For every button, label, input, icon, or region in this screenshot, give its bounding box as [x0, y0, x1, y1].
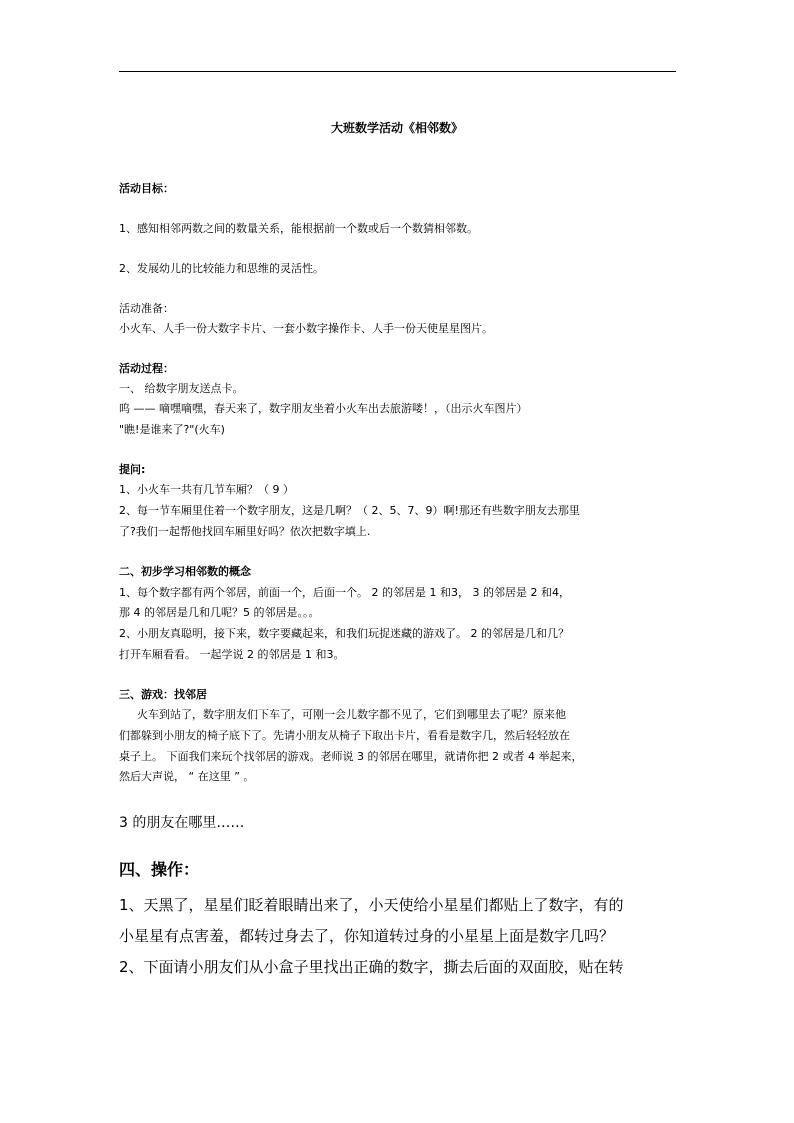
- section2-line: 那 4 的邻居是几和几呢？5 的邻居是。。。: [119, 606, 320, 619]
- prep-text: 小火车、人手一份大数字卡片、一套小数字操作卡、人手一份天使星星图片。: [119, 322, 493, 335]
- goal-item: 1、感知相邻两数之间的数量关系，能根据前一个数或后一个数猜相邻数。: [119, 222, 478, 235]
- process-line: "瞧!是谁来了?"(火车): [119, 423, 225, 436]
- section3-line: 火车到站了，数字朋友们下车了，可刚一会儿数字都不见了，它们到哪里去了呢？原来他: [137, 708, 566, 721]
- header-rule: [119, 71, 676, 72]
- section2-line: 打开车厢看看。 一起学说 2 的邻居是 1 和3。: [119, 648, 345, 661]
- section4-line: 1、天黑了，星星们眨着眼睛出来了，小天使给小星星们都贴上了数字，有的: [119, 896, 624, 914]
- section3-line: 们都躲到小朋友的椅子底下了。先请小朋友从椅子下取出卡片，看看是数字几，然后轻轻放在: [119, 729, 570, 742]
- process-line: 呜 —— 嘀嘿嘀嘿，春天来了，数字朋友坐着小火车出去旅游喽！，（出示火车图片）: [119, 402, 528, 415]
- goal-item: 2、发展幼儿的比较能力和思维的灵活性。: [119, 262, 324, 275]
- section3-line: 桌子上。 下面我们来玩个找邻居的游戏。老师说 3 的邻居在哪里，就请你把 2 或者 4 举起来，: [119, 750, 583, 763]
- page-title: 大班数学活动《相邻数》: [330, 121, 463, 135]
- section3-heading: 三、游戏：找邻居: [119, 688, 207, 701]
- questions-heading: 提问:: [119, 463, 146, 476]
- goals-heading: 活动目标：: [119, 182, 174, 195]
- section4-line: 2、下面请小朋友们从小盒子里找出正确的数字，撕去后面的双面胶，贴在转: [119, 958, 624, 976]
- prep-heading: 活动准备：: [119, 302, 174, 315]
- question-item: 2、每一节车厢里住着一个数字朋友，这是几啊？（ 2、5、7、9）啊!那还有些数字朋友去那里: [119, 504, 580, 517]
- process-heading: 活动过程：: [119, 362, 174, 375]
- section2-line: 2、小朋友真聪明，接下来，数字要藏起来，和我们玩捉迷藏的游戏了。 2 的邻居是几和几？: [119, 627, 569, 640]
- question-item: 1、小火车一共有几节车厢？（ 9 ）: [119, 483, 294, 496]
- section2-line: 1、每个数字都有两个邻居，前面一个，后面一个。 2 的邻居是 1 和3， 3 的邻居是 2 和4，: [119, 586, 570, 599]
- process-step: 一、 给数字朋友送点卡。: [119, 382, 244, 395]
- section3-tail: 3 的朋友在哪里……: [119, 815, 245, 831]
- section4-heading: 四、操作：: [119, 860, 200, 879]
- section3-line: 然后大声说， “ 在这里 ” 。: [119, 770, 255, 783]
- section2-heading: 二、初步学习相邻数的概念: [119, 565, 251, 578]
- section4-line: 小星星有点害羞，都转过身去了，你知道转过身的小星星上面是数字几吗？: [119, 927, 615, 945]
- question-item: 了?我们一起帮他找回车厢里好吗？依次把数字填上.: [119, 525, 371, 538]
